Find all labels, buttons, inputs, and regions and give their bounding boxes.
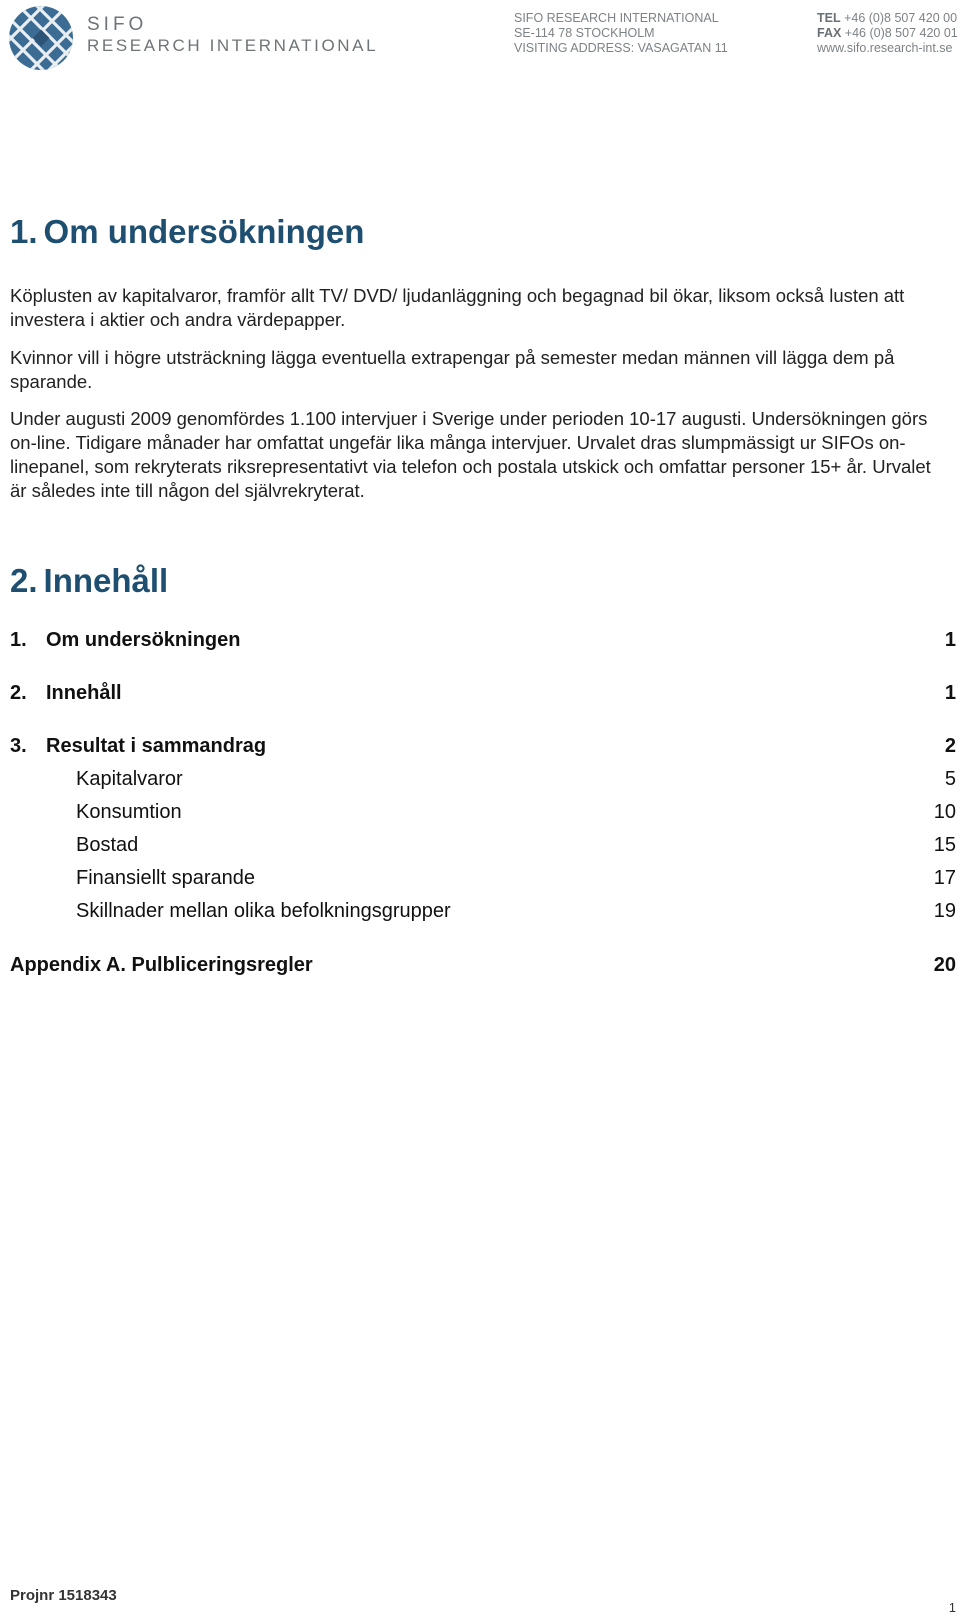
- toc-subitem[interactable]: [10, 898, 956, 924]
- toc-item-label: Finansiellt sparande: [76, 867, 255, 889]
- sifo-logo-icon: [8, 5, 74, 71]
- toc-item-page: 10: [933, 801, 956, 823]
- tel-label: TEL: [817, 11, 841, 25]
- toc-item-number: 3.: [10, 735, 27, 757]
- toc-item-appendix[interactable]: [10, 952, 956, 978]
- toc-subitem[interactable]: [10, 865, 956, 891]
- logo-line-research: RESEARCH INTERNATIONAL: [87, 36, 379, 55]
- logo-line-sifo: SIFO: [87, 14, 148, 35]
- toc-item-label: Konsumtion: [76, 801, 182, 823]
- toc-item-label: Skillnader mellan olika befolkningsgrupper: [76, 900, 451, 922]
- toc-item-page: 20: [933, 954, 956, 976]
- fax-label: FAX: [817, 26, 842, 40]
- section-1-heading: [10, 212, 364, 252]
- contact-tel: [817, 11, 958, 26]
- toc-item-page: 5: [944, 768, 956, 790]
- toc-item-page: 15: [933, 834, 956, 856]
- toc-item-number: 2.: [10, 682, 27, 704]
- toc-subitem[interactable]: [10, 832, 956, 858]
- section-2-title: Innehåll: [43, 562, 169, 599]
- fax-value: +46 (0)8 507 420 01: [844, 26, 958, 40]
- toc-item-page: 2: [944, 735, 956, 757]
- section-1-number: 1.: [10, 213, 38, 250]
- toc-item[interactable]: [10, 733, 956, 759]
- toc-item-label: Om undersökningen: [46, 629, 241, 651]
- section-1-paragraph-1: Köplusten av kapitalvaror, framför allt TV/ DVD/ ljudanläggning och begagnad bil ökar, liksom också lusten att investera i aktier och andra värdepapper.: [10, 285, 905, 330]
- page-header: [0, 0, 960, 80]
- address-line-visiting: VISITING ADDRESS: VASAGATAN 11: [514, 41, 728, 55]
- toc-item[interactable]: [10, 680, 956, 706]
- toc-item-page: 19: [933, 900, 956, 922]
- toc-subitem[interactable]: [10, 799, 956, 825]
- section-1-title: Om undersökningen: [43, 213, 365, 250]
- contact-website: www.sifo.research-int.se: [817, 41, 953, 55]
- toc-item[interactable]: [10, 627, 956, 653]
- toc-item-number: 1.: [10, 629, 27, 651]
- logo-wordmark: [87, 14, 378, 56]
- section-1-paragraph-3: Under augusti 2009 genomfördes 1.100 intervjuer i Sverige under perioden 10-17 augusti. Undersökningen görs on-line. Tidigare månader har omfattat ungefär lika många intervjuer. Urvalet dras slumpmässigt ur SIFOs on-linepanel, som rekryterats riksrepresentativt via telefon och postala utskick och omfattar personer 15+ år. Urvalet är således inte till någon del självrekryterat.: [10, 408, 931, 501]
- section-1-paragraph-2: Kvinnor vill i högre utsträckning lägga eventuella extrapengar på semester medan männen vill lägga dem på sparande.: [10, 347, 895, 392]
- toc-item-label: Kapitalvaror: [76, 768, 183, 790]
- tel-value: +46 (0)8 507 420 00: [844, 11, 958, 25]
- contact-fax: [817, 26, 958, 41]
- toc-subitem[interactable]: [10, 766, 956, 792]
- toc-item-label: Bostad: [76, 834, 139, 856]
- toc-item-page: 1: [944, 682, 956, 704]
- project-number: Projnr 1518343: [10, 1587, 117, 1604]
- toc-item-label: Innehåll: [46, 682, 122, 704]
- toc-item-label: Appendix A. Pulbliceringsregler: [10, 954, 313, 976]
- toc-item-page: 1: [944, 629, 956, 651]
- address-line-company: SIFO RESEARCH INTERNATIONAL: [514, 11, 719, 25]
- section-2-heading: [10, 561, 168, 601]
- address-line-postal: SE-114 78 STOCKHOLM: [514, 26, 655, 40]
- page-number: 1: [948, 1600, 956, 1615]
- section-2-number: 2.: [10, 562, 38, 599]
- toc-item-label: Resultat i sammandrag: [46, 735, 267, 757]
- company-contact: [817, 11, 958, 56]
- company-address: [514, 11, 728, 56]
- toc-item-page: 17: [933, 867, 956, 889]
